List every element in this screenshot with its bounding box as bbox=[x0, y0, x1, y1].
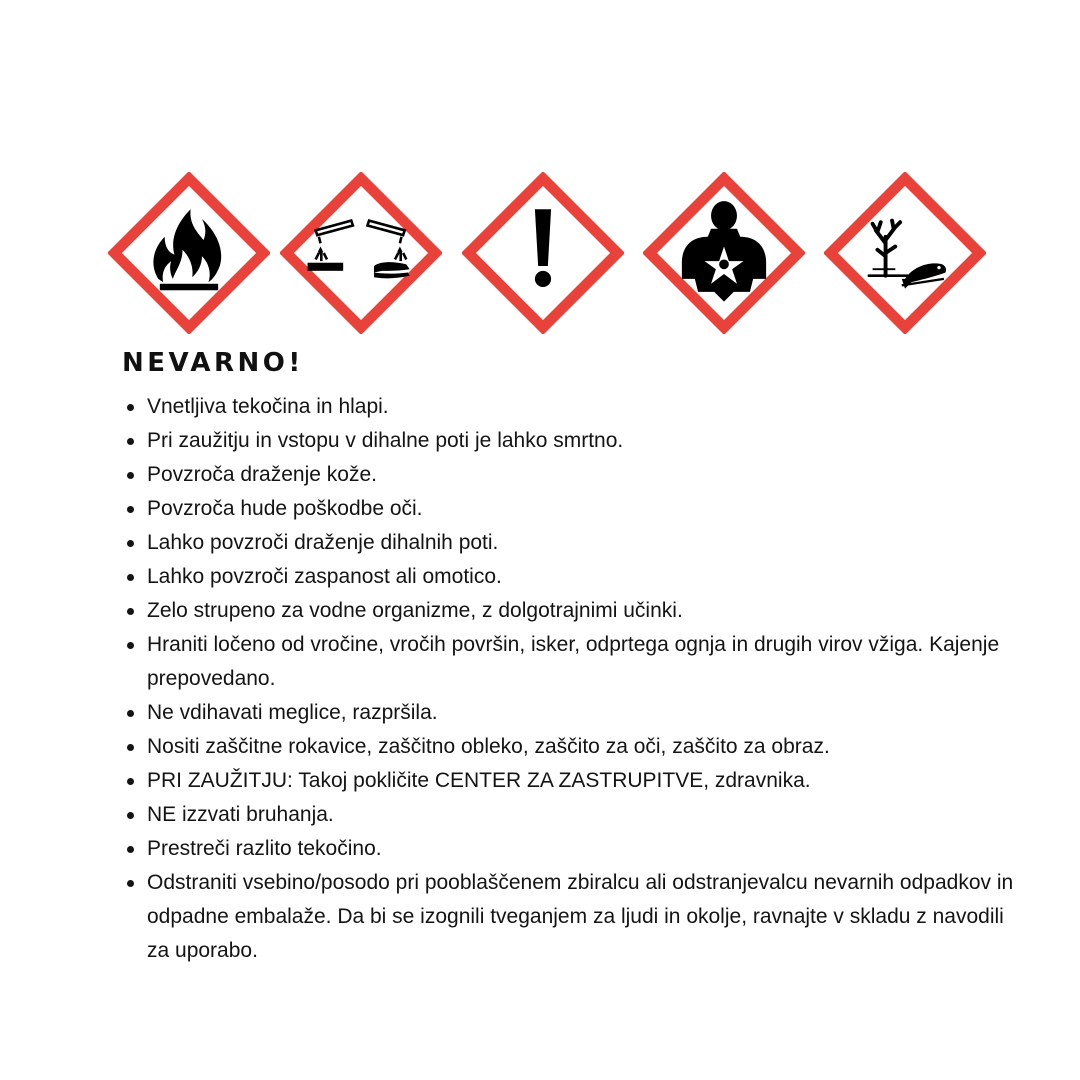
health-hazard-pictogram bbox=[643, 172, 805, 334]
statement-item bbox=[147, 832, 1027, 866]
bullet-icon bbox=[127, 642, 134, 649]
flame-pictogram bbox=[108, 172, 270, 334]
environment-pictogram bbox=[824, 172, 986, 334]
statement-text: Povzroča hude poškodbe oči. bbox=[147, 497, 423, 520]
hazard-statements-list bbox=[147, 390, 1027, 968]
hazard-pictograms bbox=[0, 172, 1080, 334]
exclamation-pictogram bbox=[462, 172, 624, 334]
statement-text: PRI ZAUŽITJU: Takoj pokličite CENTER ZA ZASTRUPITVE, zdravnika. bbox=[147, 769, 811, 792]
bullet-icon bbox=[127, 744, 134, 751]
statement-text: Lahko povzroči zaspanost ali omotico. bbox=[147, 565, 502, 588]
environment-icon bbox=[824, 172, 986, 334]
bullet-icon bbox=[127, 404, 134, 411]
exclamation-mark-icon bbox=[462, 172, 624, 334]
corrosion-pictogram bbox=[280, 172, 442, 334]
statement-item bbox=[147, 798, 1027, 832]
statement-item bbox=[147, 492, 1027, 526]
statement-text: NE izzvati bruhanja. bbox=[147, 803, 334, 826]
statement-text: Nositi zaščitne rokavice, zaščitno obleko, zaščito za oči, zaščito za obraz. bbox=[147, 735, 830, 758]
statement-item bbox=[147, 390, 1027, 424]
bullet-icon bbox=[127, 472, 134, 479]
statement-text: Povzroča draženje kože. bbox=[147, 463, 377, 486]
bullet-icon bbox=[127, 812, 134, 819]
flame-icon bbox=[108, 172, 270, 334]
statement-text: Zelo strupeno za vodne organizme, z dolgotrajnimi učinki. bbox=[147, 599, 683, 622]
statement-item bbox=[147, 764, 1027, 798]
statement-item bbox=[147, 560, 1027, 594]
statement-text: Lahko povzroči draženje dihalnih poti. bbox=[147, 531, 499, 554]
bullet-icon bbox=[127, 540, 134, 547]
health-hazard-icon bbox=[643, 172, 805, 334]
corrosion-icon bbox=[280, 172, 442, 334]
statement-item bbox=[147, 730, 1027, 764]
bullet-icon bbox=[127, 506, 134, 513]
bullet-icon bbox=[127, 608, 134, 615]
statement-text: Hraniti ločeno od vročine, vročih površin, isker, odprtega ognja in drugih virov vžiga. Kajenje prepovedano. bbox=[147, 633, 1000, 690]
statement-item bbox=[147, 696, 1027, 730]
statement-item bbox=[147, 526, 1027, 560]
bullet-icon bbox=[127, 438, 134, 445]
statement-item bbox=[147, 424, 1027, 458]
statement-item bbox=[147, 594, 1027, 628]
bullet-icon bbox=[127, 778, 134, 785]
statement-text: Odstraniti vsebino/posodo pri pooblaščenem zbiralcu ali odstranjevalcu nevarnih odpadkov in odpadne embalaže. Da bi se izognili tveganjem za ljudi in okolje, ravnajte v skladu z navodili za uporabo. bbox=[147, 871, 1014, 962]
statement-text: Vnetljiva tekočina in hlapi. bbox=[147, 395, 389, 418]
statement-text: Prestreči razlito tekočino. bbox=[147, 837, 382, 860]
statement-item bbox=[147, 458, 1027, 492]
bullet-icon bbox=[127, 880, 134, 887]
signal-word: NEVARNO! bbox=[122, 348, 304, 378]
statement-text: Pri zaužitju in vstopu v dihalne poti je lahko smrtno. bbox=[147, 429, 624, 452]
statement-item bbox=[147, 866, 1027, 968]
statement-text: Ne vdihavati meglice, razpršila. bbox=[147, 701, 438, 724]
bullet-icon bbox=[127, 710, 134, 717]
statement-item bbox=[147, 628, 1027, 696]
bullet-icon bbox=[127, 846, 134, 853]
bullet-icon bbox=[127, 574, 134, 581]
